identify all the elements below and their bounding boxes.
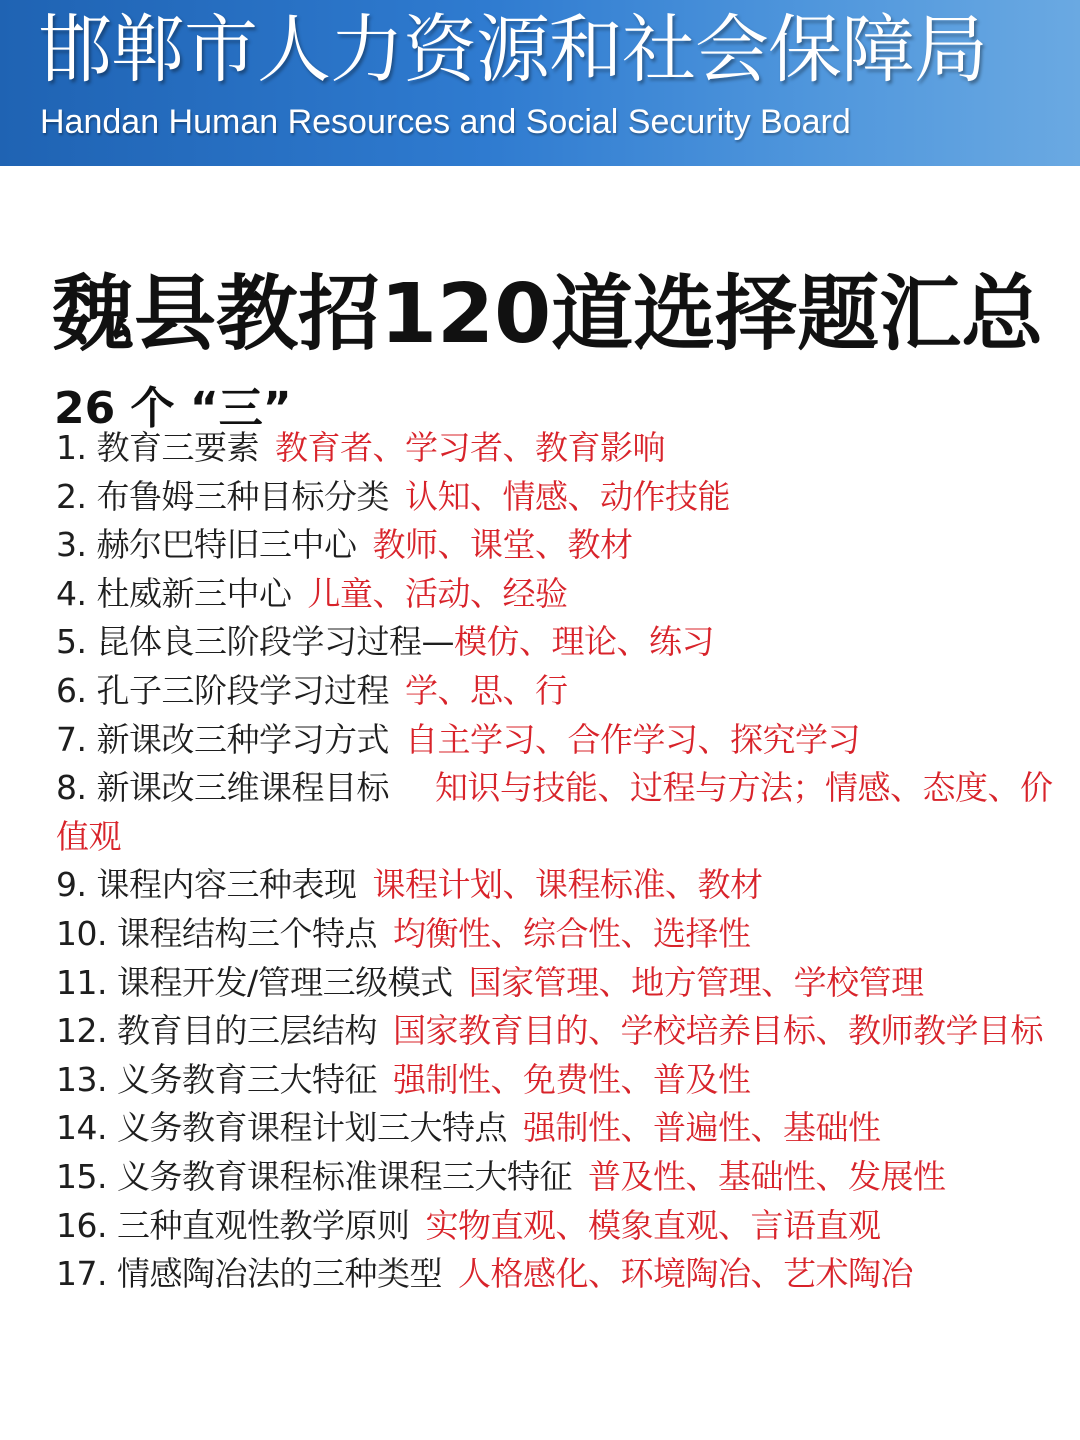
item-number: 10. <box>56 913 107 953</box>
item-answer: 学、思、行 <box>405 670 568 710</box>
item-topic: 昆体良三阶段学习过程— <box>96 622 454 662</box>
item-topic: 赫尔巴特旧三中心 <box>96 525 357 565</box>
item-topic: 情感陶冶法的三种类型 <box>116 1254 442 1294</box>
item-answer: 强制性、普遍性、基础性 <box>522 1108 881 1148</box>
item-topic: 课程内容三种表现 <box>96 865 357 905</box>
item-answer: 儿童、活动、经验 <box>307 573 568 613</box>
item-list <box>56 424 1066 1299</box>
item-number: 3. <box>56 525 87 565</box>
list-item <box>56 1007 1066 1056</box>
item-topic: 教育目的三层结构 <box>116 1011 377 1051</box>
item-answer: 教师、课堂、教材 <box>372 525 633 565</box>
list-item <box>56 424 1066 473</box>
page-title: 魏县教招120道选择题汇总 <box>52 266 1044 362</box>
item-number: 12. <box>56 1011 107 1051</box>
list-item <box>56 667 1066 716</box>
item-topic: 课程结构三个特点 <box>116 913 377 953</box>
header-banner <box>0 0 1080 166</box>
banner-title-chinese: 邯郸市人力资源和社会保障局 <box>38 7 987 93</box>
list-item <box>56 1250 1066 1299</box>
list-item <box>56 959 1066 1008</box>
item-number: 11. <box>56 962 107 1002</box>
item-answer: 均衡性、综合性、选择性 <box>392 913 751 953</box>
section-heading: 26 个 “三” <box>54 382 292 434</box>
item-answer: 课程计划、课程标准、教材 <box>372 865 763 905</box>
item-answer: 国家教育目的、学校培养目标、教师教学目标 <box>392 1011 1043 1051</box>
item-topic: 教育三要素 <box>96 428 259 467</box>
list-item <box>56 618 1066 667</box>
item-answer: 认知、情感、动作技能 <box>405 476 730 516</box>
item-topic: 新课改三维课程目标 <box>96 768 389 808</box>
item-number: 16. <box>56 1205 107 1245</box>
item-number: 8. <box>56 768 87 808</box>
item-topic: 课程开发/管理三级模式 <box>116 962 453 1002</box>
item-topic: 义务教育课程计划三大特点 <box>116 1108 507 1148</box>
item-answer: 知识与技能、过程与方法；情感、态度、价值观 <box>56 768 1053 856</box>
item-answer: 人格感化、环境陶冶、艺术陶冶 <box>457 1254 913 1294</box>
item-number: 4. <box>56 573 87 613</box>
item-number: 6. <box>56 670 87 710</box>
list-item <box>56 473 1066 522</box>
item-topic: 布鲁姆三种目标分类 <box>96 476 389 516</box>
item-number: 15. <box>56 1156 107 1196</box>
list-item <box>56 1202 1066 1251</box>
item-number: 14. <box>56 1108 107 1148</box>
item-number: 9. <box>56 865 87 905</box>
item-number: 13. <box>56 1059 107 1099</box>
item-answer: 模仿、理论、练习 <box>454 622 714 662</box>
list-item <box>56 570 1066 619</box>
item-number: 5. <box>56 622 87 662</box>
banner-title-english: Handan Human Resources and Social Security Board <box>40 103 851 141</box>
item-topic: 新课改三种学习方式 <box>96 719 389 759</box>
item-number: 7. <box>56 719 87 759</box>
item-topic: 孔子三阶段学习过程 <box>96 670 389 710</box>
item-answer: 普及性、基础性、发展性 <box>587 1156 946 1196</box>
item-topic: 义务教育课程标准课程三大特征 <box>116 1156 572 1196</box>
list-item <box>56 764 1066 861</box>
item-answer: 自主学习、合作学习、探究学习 <box>405 719 860 759</box>
item-answer: 国家管理、地方管理、学校管理 <box>468 962 924 1002</box>
item-number: 2. <box>56 476 87 516</box>
item-number: 1. <box>56 428 87 467</box>
item-answer: 实物直观、模象直观、言语直观 <box>425 1205 881 1245</box>
item-answer: 强制性、免费性、普及性 <box>392 1059 751 1099</box>
item-answer: 教育者、学习者、教育影响 <box>275 428 665 467</box>
list-item <box>56 861 1066 910</box>
item-topic: 杜威新三中心 <box>96 573 292 613</box>
list-item <box>56 716 1066 765</box>
list-item <box>56 1153 1066 1202</box>
list-item <box>56 1104 1066 1153</box>
item-topic: 义务教育三大特征 <box>116 1059 377 1099</box>
list-item <box>56 521 1066 570</box>
item-topic: 三种直观性教学原则 <box>116 1205 410 1245</box>
list-item <box>56 910 1066 959</box>
list-item <box>56 1056 1066 1105</box>
item-number: 17. <box>56 1254 107 1294</box>
